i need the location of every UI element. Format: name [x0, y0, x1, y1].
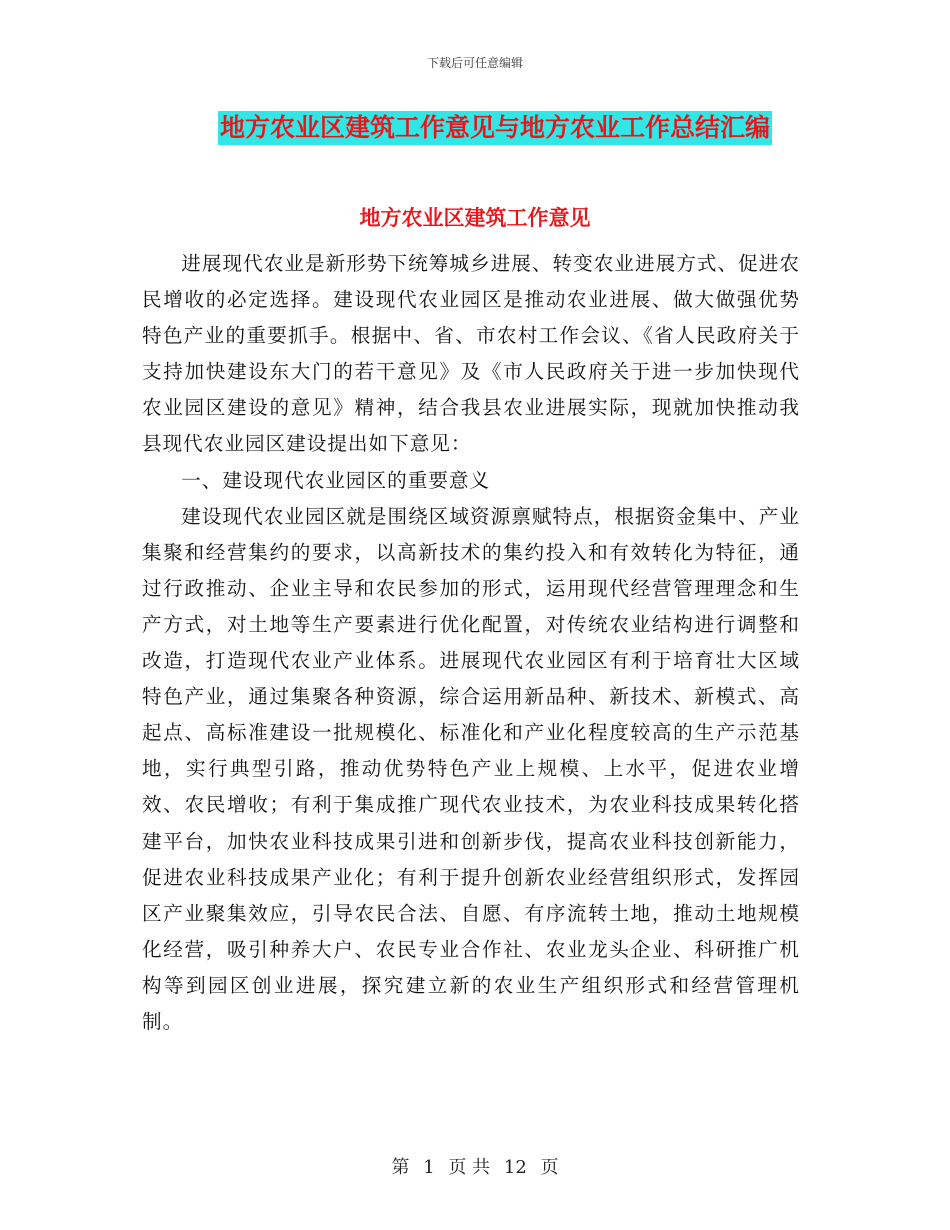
paragraph-intro: 进展现代农业是新形势下统筹城乡进展、转变农业进展方式、促进农民增收的必定选择。建设现代农业园区是推动农业进展、做大做强优势特色产业的重要抓手。根据中、省、市农村工作会议、《省人民政府关于支持加快建设东大门的若干意见》及《市人民政府关于进一步加快现代农业园区建设的意见》精神，结合我县农业进展实际，现就加快推动我县现代农业园区建设提出如下意见： [142, 252, 800, 456]
document-body [142, 246, 800, 1040]
footer-prefix: 第 [391, 1157, 410, 1178]
page-footer [0, 1153, 950, 1179]
section-title: 地方农业区建筑工作意见 [359, 206, 591, 230]
footer-page-number: 1 [423, 1157, 435, 1178]
section-heading-1: 一、建设现代农业园区的重要意义 [181, 468, 491, 492]
footer-suffix: 页 [540, 1157, 559, 1178]
footer-middle: 页 共 [448, 1157, 491, 1178]
paragraph-significance: 建设现代农业园区就是围绕区域资源禀赋特点，根据资金集中、产业集聚和经营集约的要求，以高新技术的集约投入和有效转化为特征，通过行政推动、企业主导和农民参加的形式，运用现代经营管理理念和生产方式，对土地等生产要素进行优化配置，对传统农业结构进行调整和改造，打造现代农业产业体系。进展现代农业园区有利于培育壮大区域特色产业，通过集聚各种资源，综合运用新品种、新技术、新模式、高起点、高标准建设一批规模化、标准化和产业化程度较高的生产示范基地，实行典型引路，推动优势特色产业上规模、上水平，促进农业增效、农民增收；有利于集成推广现代农业技术，为农业科技成果转化搭建平台，加快农业科技成果引进和创新步伐，提高农业科技创新能力，促进农业科技成果产业化；有利于提升创新农业经营组织形式，发挥园区产业聚集效应，引导农民合法、自愿、有序流转土地，推动土地规模化经营，吸引种养大户、农民专业合作社、农业龙头企业、科研推广机构等到园区创业进展，探究建立新的农业生产组织形式和经营管理机制。 [142, 504, 800, 1033]
main-title: 地方农业区建筑工作意见与地方农业工作总结汇编 [218, 111, 772, 145]
main-title-container [0, 111, 950, 145]
footer-total-pages: 12 [503, 1157, 527, 1178]
header-note: 下载后可任意编辑 [426, 56, 523, 70]
